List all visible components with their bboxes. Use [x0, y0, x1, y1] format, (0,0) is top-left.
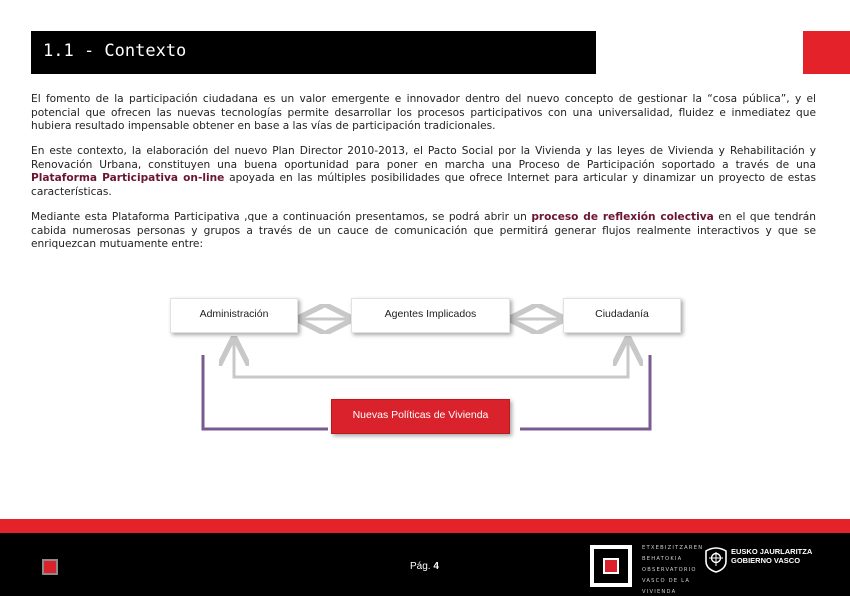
- paragraph-context-text-2: apoyada en las múltiples posibilidades que ofrece Internet para articular y dinamizar un proyecto de estas características.: [31, 172, 816, 198]
- connector-admin-nuevas: [203, 355, 328, 429]
- observatorio-line-2: BEHATOKIA: [642, 556, 683, 562]
- page-number: [410, 561, 439, 572]
- paragraph-intro: El fomento de la participación ciudadana es un valor emergente e innovador dentro del nuevo concepto de gestionar la “cosa pública”, y el potencial que ofrecen las nuevas tecnologías permite desarrollar los procesos participativos con una universalidad, fluidez e inmediatez que hubiera resultado impensable obtener en base a las vías de participación tradicionales.: [31, 93, 816, 133]
- observatorio-line-3: OBSERVATORIO: [642, 567, 697, 573]
- highlight-reflexion: proceso de reflexión colectiva: [531, 211, 714, 223]
- footer-square-icon: [42, 559, 58, 575]
- connector-ciudadania-nuevas: [520, 355, 650, 429]
- observatorio-line-5: VIVIENDA: [642, 589, 677, 595]
- box-nuevas-politicas: Nuevas Políticas de Vivienda: [331, 399, 510, 434]
- box-administracion: Administración: [170, 298, 298, 333]
- section-title-text: 1.1 - Contexto: [43, 41, 187, 61]
- paragraph-platform-text-1: Mediante esta Plataforma Participativa ,que a continuación presentamos, se podrá abrir un: [31, 211, 532, 223]
- box-agentes-implicados: Agentes Implicados: [351, 298, 510, 333]
- arrow-admin-ciudadania-loop: [234, 342, 628, 377]
- footer-accent-stripe: [0, 519, 850, 533]
- page-number-value: 4: [433, 561, 439, 572]
- gobierno-vasco-seal-icon: [703, 545, 729, 573]
- observatorio-line-1: ETXEBIZITZAREN: [642, 545, 704, 551]
- observatorio-logo-inner: [603, 558, 619, 574]
- highlight-plataforma: Plataforma Participativa on-line: [31, 172, 225, 185]
- page-label: Pág.: [410, 561, 431, 572]
- gobierno-vasco-text: [731, 547, 813, 565]
- gov-line-2: GOBIERNO VASCO: [731, 556, 801, 565]
- paragraph-platform-text-2: en el que tendrán cabida numerosas personas y grupos a través de un cauce de comunicación que permitirá generar flujos realmente interactivos y que se enriquezcan mutuamente entre:: [31, 211, 816, 251]
- observatorio-line-4: VASCO DE LA: [642, 578, 691, 584]
- gov-line-1: EUSKO JAURLARITZA: [731, 547, 813, 556]
- paragraph-context-text-1: En este contexto, la elaboración del nuevo Plan Director 2010-2013, el Pacto Social por la Vivienda y las leyes de Vivienda y Rehabilitación y Renovación Urbana, constituyen una buena oportunidad para poner en marcha una Proceso de Participación soportado a través de una: [31, 145, 816, 171]
- box-ciudadania: Ciudadanía: [563, 298, 681, 333]
- observatorio-logo-text: [642, 543, 702, 596]
- observatorio-logo-icon: [590, 545, 632, 587]
